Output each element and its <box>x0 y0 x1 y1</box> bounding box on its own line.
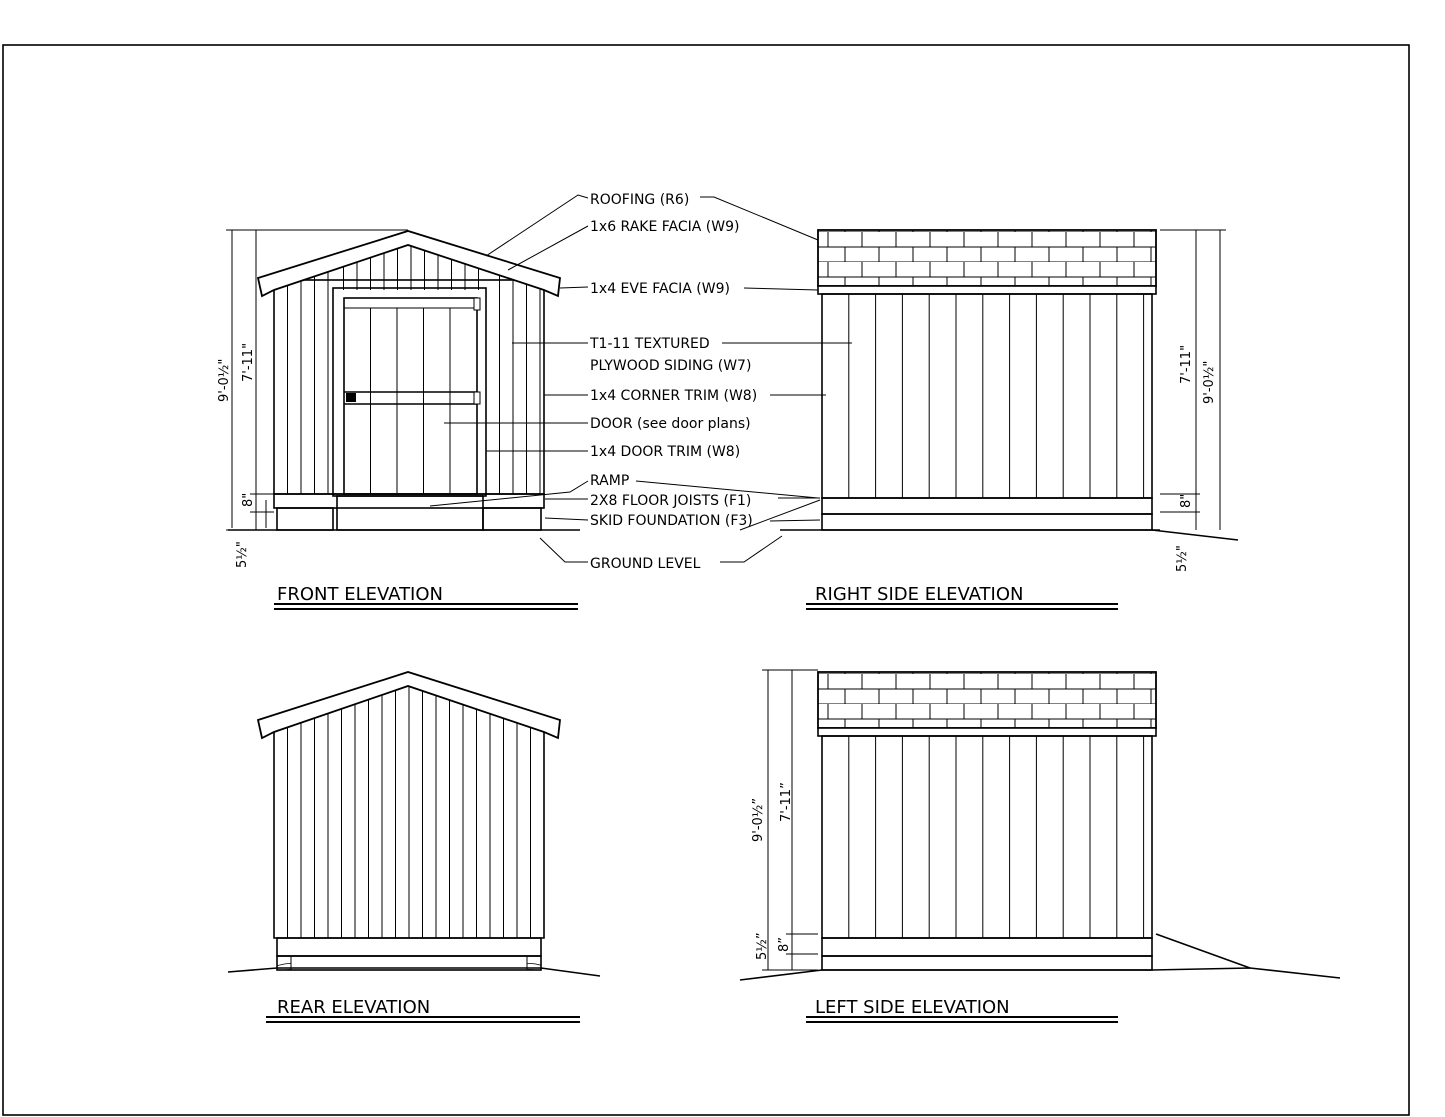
title-rear-elevation: REAR ELEVATION <box>277 997 431 1018</box>
front-floor-dim: 8" <box>241 492 256 507</box>
label-floor-joists: 2X8 FLOOR JOISTS (F1) <box>590 493 752 509</box>
door <box>344 298 477 494</box>
title-left-side-elevation: LEFT SIDE ELEVATION <box>815 997 1010 1018</box>
front-skid-dim: 5½" <box>235 541 250 568</box>
right-skid-dim: 5½" <box>1175 545 1190 572</box>
label-door: DOOR (see door plans) <box>590 416 751 432</box>
left-overall-height-dim: 9'-0½” <box>751 797 766 842</box>
front-skid-right <box>483 508 541 530</box>
right-eve-facia <box>818 286 1156 294</box>
front-elevation <box>217 230 580 568</box>
label-ramp: RAMP <box>590 473 630 489</box>
front-overall-height-dim: 9'-0½" <box>217 358 232 402</box>
door-boards <box>371 308 451 494</box>
front-skid-left <box>277 508 333 530</box>
right-floor-dim: 8" <box>1179 493 1194 508</box>
left-skid <box>822 956 1152 970</box>
left-floor-dim: 8” <box>777 936 792 952</box>
label-roofing: ROOFING (R6) <box>590 192 690 208</box>
rear-elevation <box>228 672 600 976</box>
label-ground: GROUND LEVEL <box>590 556 701 572</box>
right-side-elevation <box>780 230 1238 572</box>
front-rake-facia <box>258 231 560 296</box>
label-rake-facia: 1x6 RAKE FACIA (W9) <box>590 219 740 235</box>
door-hinge-mid-icon <box>474 392 480 404</box>
left-wall-height-dim: 7'-11” <box>779 782 794 822</box>
label-skid: SKID FOUNDATION (F3) <box>590 513 753 529</box>
right-overall-height-dim: 9'-0½" <box>1202 360 1217 404</box>
label-door-trim: 1x4 DOOR TRIM (W8) <box>590 444 741 460</box>
left-side-elevation <box>740 670 1340 980</box>
callout-labels <box>430 192 852 572</box>
front-wall-height-dim: 7'-11" <box>241 342 256 382</box>
right-wall-height-dim: 7'-11" <box>1179 344 1194 384</box>
door-hinge-top-icon <box>474 298 480 310</box>
right-floor-band <box>822 498 1152 514</box>
left-skid-dim: 5½” <box>755 932 770 960</box>
door-handle-icon <box>346 393 356 402</box>
sheet-border <box>3 45 1409 1115</box>
right-wall <box>822 294 1152 498</box>
left-roof <box>818 672 1156 728</box>
left-eve-facia <box>818 728 1156 736</box>
label-siding-2: PLYWOOD SIDING (W7) <box>590 358 752 374</box>
label-siding-1: T1-11 TEXTURED <box>590 336 710 352</box>
right-skid <box>822 514 1152 530</box>
right-roof <box>818 230 1156 286</box>
title-front-elevation: FRONT ELEVATION <box>277 584 443 605</box>
title-right-side-elevation: RIGHT SIDE ELEVATION <box>815 584 1024 605</box>
ramp <box>337 496 483 530</box>
label-corner-trim: 1x4 CORNER TRIM (W8) <box>590 388 758 404</box>
left-wall <box>822 736 1152 938</box>
rear-floor-band <box>277 938 541 956</box>
label-eve-facia: 1x4 EVE FACIA (W9) <box>590 281 730 297</box>
left-floor-band <box>822 938 1152 956</box>
